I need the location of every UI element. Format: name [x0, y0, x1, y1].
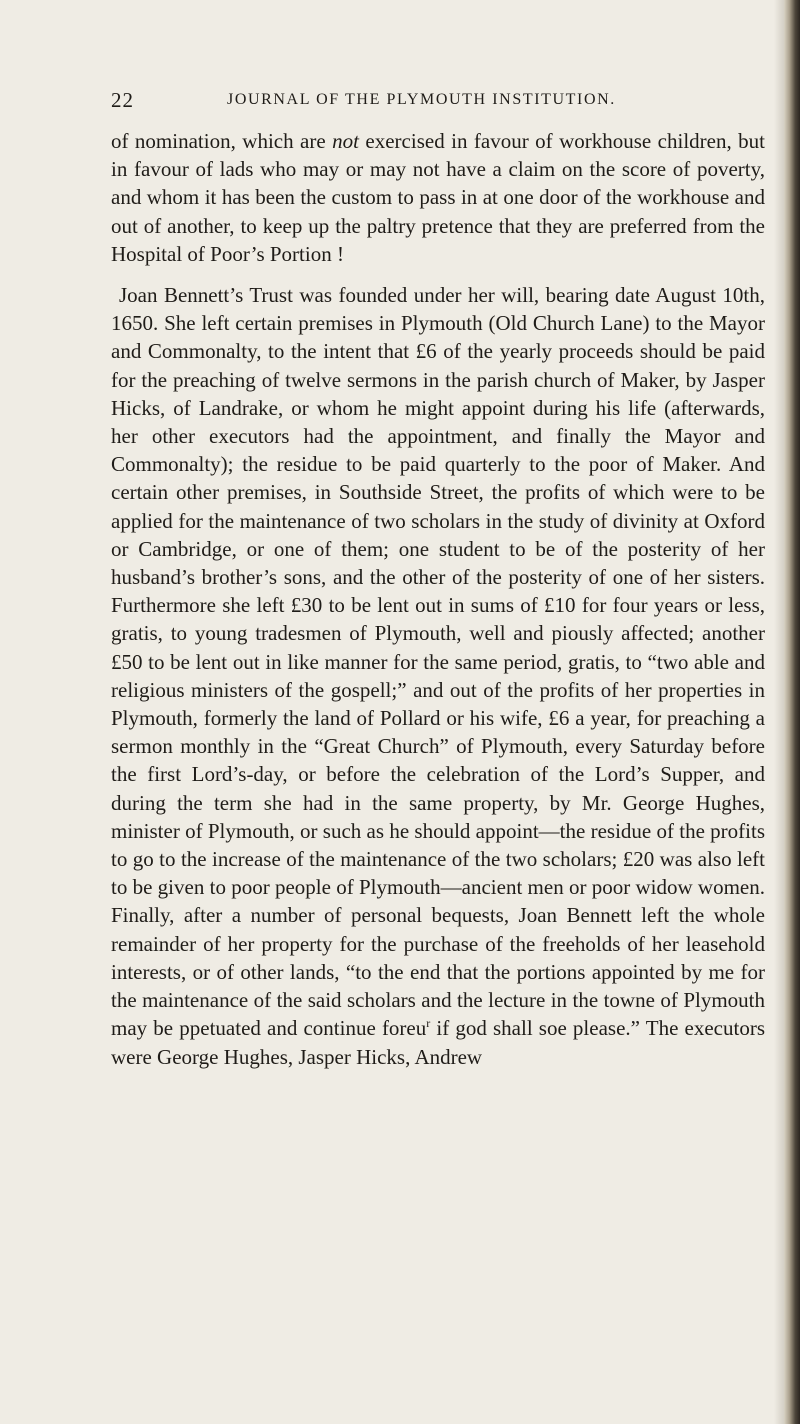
italic-word: not — [332, 129, 359, 153]
paragraph-text-end: exercised in favour of workhouse children, but in favour of lads who may or may not have a claim on the score of poverty, and whom it has been the custom to pass in at one door of the workhouse and out of another, to keep up the paltry pretence that they are preferred from the Hospital of Poor’s Portion ! — [111, 129, 765, 266]
page-header — [111, 88, 765, 118]
paragraph-text: Joan Bennett’s Trust was founded under her will, bearing date August 10th, 1650. She left certain premises in Plymouth (Old Church Lane) to the Mayor and Commonalty, to the intent that £6 of the yearly proceeds should be paid for the preaching of twelve sermons in the parish church of Maker, by Jasper Hicks, of Landrake, or whom he might appoint during his life (afterwards, her other executors had the appointment, and finally the Mayor and Commonalty); the residue to be paid quarterly to the poor of Maker. And certain other premises, in Southside Street, the profits of which were to be applied for the maintenance of two scholars in the study of divinity at Oxford or Cambridge, or one of them; one student to be of the posterity of her husband’s brother’s sons, and the other of the posterity of one of her sisters. Furthermore she left £30 to be lent out in sums of £10 for four years or less, gratis, to young tradesmen of Plymouth, well and piously affected; another £50 to be lent out in like manner for the same period, gratis, to “two able and religious ministers of the gospell;” and out of the profits of her properties in Plymouth, formerly the land of Pollard or his wife, £6 a year, for preaching a sermon monthly in the “Great Church” of Plymouth, every Saturday before the first Lord’s-day, or before the celebration of the Lord’s Supper, and during the term she had in the same property, by Mr. George Hughes, minister of Plymouth, or such as he should appoint—the residue of the profits to go to the increase of the maintenance of the two scholars; £20 was also left to be given to poor people of Plymouth—ancient men or poor widow women. Finally, after a number of personal bequests, Joan Bennett left the whole remainder of her property for the purchase of the freeholds of her leasehold interests, or of other lands, “to the end that the portions appointed by me for the maintenance of the said scholars and the lecture in the towne of Plymouth may be ppetuated and continue foreu — [111, 283, 765, 1041]
page-number: 22 — [111, 88, 134, 112]
superscript-r: r — [426, 1016, 431, 1031]
page-gutter-shadow — [774, 0, 784, 1424]
paragraph-joan-bennetts-trust — [111, 281, 765, 1071]
paragraph-closing-text: if god shall soe please.” The executors were George Hughes, Jasper Hicks, Andrew — [111, 1016, 765, 1069]
page-edge — [784, 0, 800, 1424]
body-text — [111, 127, 765, 1071]
paragraph-text-start: of nomination, which are — [111, 129, 333, 153]
running-head: JOURNAL OF THE PLYMOUTH INSTITUTION. — [227, 91, 616, 108]
paragraph-continuation — [111, 127, 765, 268]
